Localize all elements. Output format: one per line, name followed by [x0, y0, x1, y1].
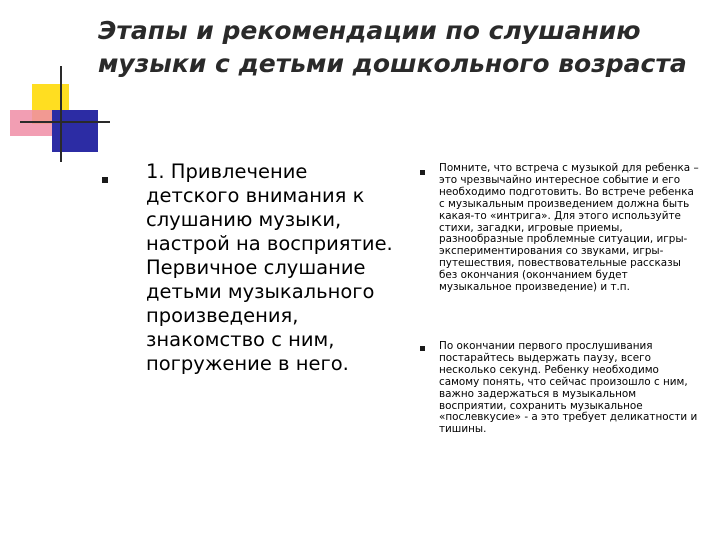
decorative-horizontal-line	[20, 121, 110, 123]
bullet-square-icon	[420, 346, 425, 351]
left-bullet-text: 1. Привлечение детского внимания к слушанию музыки, настрой на восприятие. Первичное слушание детьми музыкального произведения, знакомство с ним, погружение в него.	[146, 160, 393, 375]
decorative-vertical-line	[60, 66, 62, 162]
bullet-square-icon	[420, 170, 425, 175]
right-bullet-text-2: По окончании первого прослушивания постарайтесь выдержать паузу, всего несколько секунд. Ребенку необходимо самому понять, что сейчас произошло с ним, важно задержаться в музыкальном восприятии, сохранить музыкальное «послевкусие» - а это требует деликатности и тишины.	[439, 340, 698, 436]
slide-title: Этапы и рекомендации по слушанию музыки с детьми дошкольного возраста	[98, 16, 687, 78]
decorative-blue-square	[52, 110, 98, 152]
bullet-square-icon	[102, 177, 108, 183]
right-bullet-text-1: Помните, что встреча с музыкой для ребенка – это чрезвычайно интересное событие и его необходимо подготовить. Во встрече ребенка с музыкальным произведением должна быть какая-то «интрига». Для этого используйте стихи, загадки, игровые приемы, разнообразные проблемные ситуации, игры-экспериментирования со звуками, игры-путешествия, повествовательные рассказы без окончания (окончанием будет музыкальное произведение) и т.п.	[439, 162, 699, 294]
decorative-pink-rectangle	[10, 110, 58, 136]
